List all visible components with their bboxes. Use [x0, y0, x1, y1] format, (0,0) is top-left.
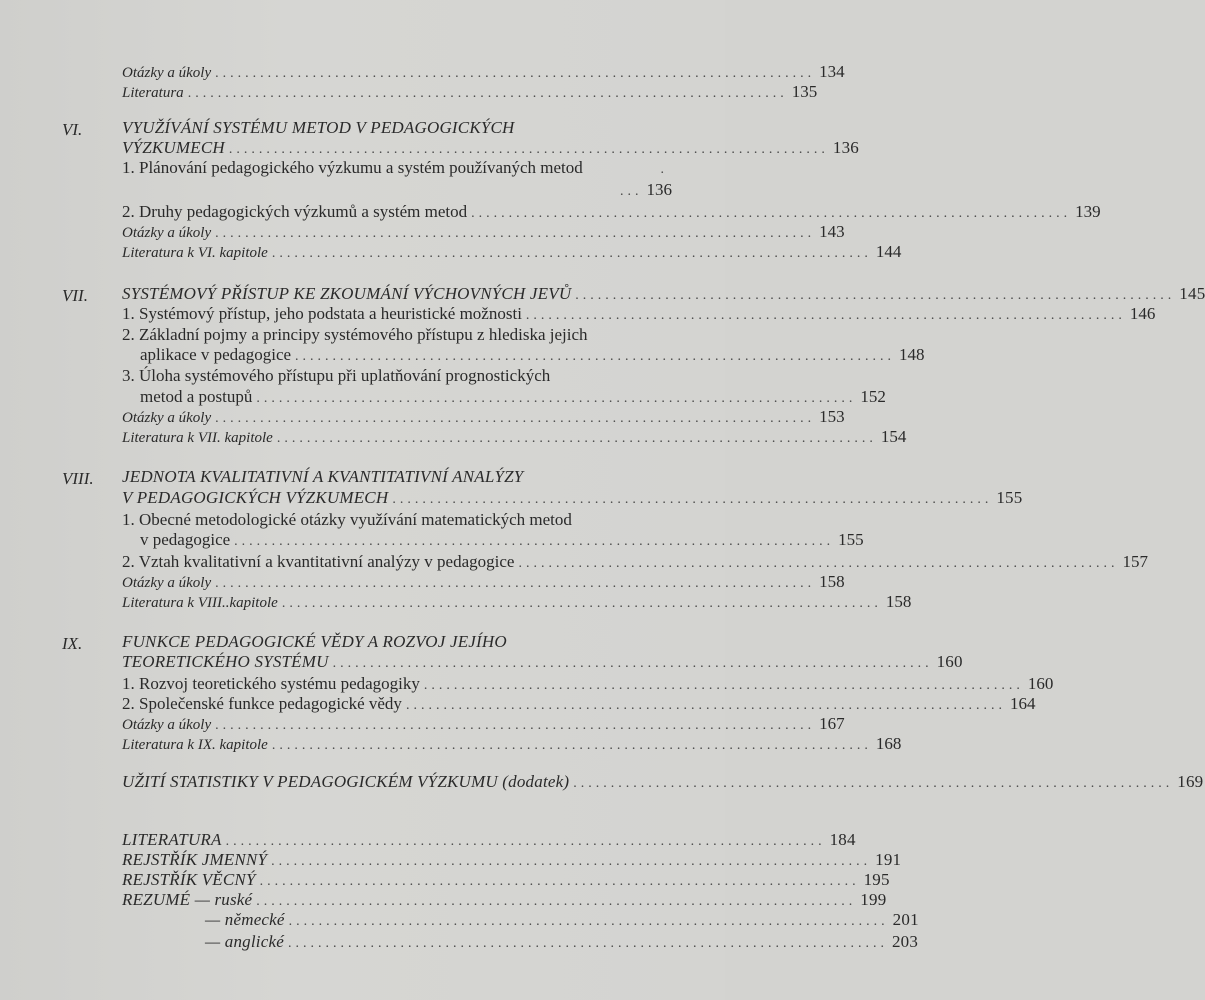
- toc-entry-title: 1. Obecné metodologické otázky využívání matematických metod: [122, 510, 572, 529]
- leader-dots: ................................................................................: [215, 718, 816, 733]
- page-number: 145: [1179, 284, 1205, 303]
- toc-entry: [122, 138, 859, 160]
- page-number: 191: [875, 850, 902, 869]
- toc-entry-title: — německé: [205, 910, 285, 929]
- toc-entry: [122, 572, 845, 594]
- leader-dots: ................................................................................: [295, 349, 896, 364]
- chapter-number: VI.: [62, 120, 83, 139]
- leader-dots: ................................................................................: [332, 656, 933, 671]
- page-number: 146: [1129, 304, 1156, 323]
- toc-entry-title: JEDNOTA KVALITATIVNÍ A KVANTITATIVNÍ ANALÝZY: [122, 467, 524, 486]
- toc-entry: [122, 82, 818, 104]
- page-number: 136: [646, 180, 672, 199]
- toc-entry-title: SYSTÉMOVÝ PŘÍSTUP KE ZKOUMÁNÍ VÝCHOVNÝCH JEVŮ: [122, 284, 572, 303]
- toc-entry-title: Literatura k VI. kapitole: [122, 245, 268, 261]
- page-number: 148: [899, 345, 925, 364]
- leader-dots: ................................................................................: [281, 596, 882, 611]
- leader-dots: ................................................................................: [575, 288, 1176, 303]
- toc-entry-title: Otázky a úkoly: [122, 717, 212, 733]
- toc-entry-title: 2. Vztah kvalitativní a kvantitativní analýzy v pedagogice: [122, 552, 515, 571]
- toc-entry-title: FUNKCE PEDAGOGICKÉ VĚDY A ROZVOJ JEJÍHO: [122, 632, 507, 651]
- toc-entry: [122, 222, 845, 244]
- leader-dots: ................................................................................: [276, 431, 877, 446]
- page-number: 135: [791, 82, 818, 101]
- toc-entry-title: Otázky a úkoly: [122, 225, 212, 241]
- toc-entry: [122, 734, 902, 756]
- leader-dots: ................................................................................: [288, 914, 889, 929]
- leader-dots: ................................................................................: [518, 556, 1119, 571]
- toc-entry: [122, 467, 672, 489]
- toc-entry: [122, 304, 1156, 326]
- toc-entry-title: Literatura k IX. kapitole: [122, 737, 268, 753]
- page-number: 160: [936, 652, 963, 671]
- leader-dots: ................................................................................: [471, 206, 1072, 221]
- toc-entry-title: REJSTŘÍK JMENNÝ: [122, 850, 268, 869]
- toc-entry: [140, 345, 925, 367]
- leader-dots: ................................................................................: [271, 854, 872, 869]
- toc-entry: [122, 772, 1204, 794]
- chapter-number: VII.: [62, 286, 88, 305]
- leader-dots: ................................................................................: [215, 576, 816, 591]
- toc-entry: [122, 830, 856, 852]
- toc-entry-title: Literatura k VII. kapitole: [122, 430, 273, 446]
- toc-entry-title: 1. Rozvoj teoretického systému pedagogiky: [122, 674, 420, 693]
- toc-entry-title: 2. Společenské funkce pedagogické vědy: [122, 694, 402, 713]
- page-number: 152: [860, 387, 886, 406]
- toc-entry-title: VYUŽÍVÁNÍ SYSTÉMU METOD V PEDAGOGICKÝCH: [122, 118, 515, 137]
- page-number: 199: [860, 890, 887, 909]
- toc-entry: [122, 632, 672, 654]
- page-number: 144: [875, 242, 902, 261]
- leader-dots: ................................................................................: [405, 698, 1006, 713]
- page-number: 184: [829, 830, 856, 849]
- toc-entry-title: UŽITÍ STATISTIKY V PEDAGOGICKÉM VÝZKUMU (dodatek): [122, 772, 570, 791]
- leader-dots: ................................................................................: [215, 66, 816, 81]
- leader-dots: ................................................................................: [259, 874, 860, 889]
- leader-dots: ................................................................................: [256, 894, 857, 909]
- toc-entry: [122, 694, 1036, 716]
- toc-entry-title: Otázky a úkoly: [122, 410, 212, 426]
- toc-entry-title: TEORETICKÉHO SYSTÉMU: [122, 652, 329, 671]
- page-number: 155: [838, 530, 864, 549]
- toc-entry: [122, 202, 1101, 224]
- toc-entry: [122, 592, 912, 614]
- leader-dots: ................................................................................: [287, 936, 888, 951]
- page-number: 139: [1075, 202, 1101, 221]
- page-number: 160: [1027, 674, 1054, 693]
- toc-entry: [122, 325, 672, 347]
- page-number: 154: [880, 427, 907, 446]
- toc-entry-title: — anglické: [205, 932, 284, 951]
- leader-dots: ................................................................................: [187, 86, 788, 101]
- page-number: 134: [819, 62, 845, 81]
- leader-dots: ................................................................................: [423, 678, 1024, 693]
- page-number: 153: [819, 407, 845, 426]
- toc-entry: [122, 366, 672, 388]
- page-number: 167: [819, 714, 845, 733]
- page-number: 158: [819, 572, 845, 591]
- toc-entry: [122, 118, 672, 140]
- toc-entry-title: aplikace v pedagogice: [140, 345, 292, 364]
- toc-entry-title: V PEDAGOGICKÝCH VÝZKUMECH: [122, 488, 389, 507]
- page-number: 195: [863, 870, 890, 889]
- leader-dots: ................................................................................: [271, 738, 872, 753]
- toc-entry: [122, 890, 887, 912]
- leader-dots: ................................................................................: [234, 534, 835, 549]
- chapter-number: IX.: [62, 634, 83, 653]
- toc-entry: [122, 510, 672, 532]
- page-number: 203: [891, 932, 919, 951]
- toc-entry: [122, 242, 902, 264]
- leader-dots: ................................................................................: [392, 492, 993, 507]
- leader-dots: ................................................................................: [228, 142, 829, 157]
- leader-dots: ................................................................................: [215, 226, 816, 241]
- chapter-number: VIII.: [62, 469, 94, 488]
- toc-entry: [122, 488, 1023, 510]
- toc-entry: [122, 652, 963, 674]
- toc-entry: [140, 530, 864, 552]
- toc-entry-title: 3. Úloha systémového přístupu při uplatňování prognostických: [122, 366, 551, 385]
- toc-entry-title: metod a postupů: [140, 387, 253, 406]
- page-number: 136: [832, 138, 859, 157]
- toc-entry: [122, 158, 672, 180]
- leader-dots: ................................................................................: [215, 411, 816, 426]
- toc-entry: [122, 552, 1148, 574]
- toc-entry-title: Literatura: [122, 85, 184, 101]
- toc-entry-title: 2. Druhy pedagogických výzkumů a systém metod: [122, 202, 468, 221]
- toc-entry-title: REJSTŘÍK VĚCNÝ: [122, 870, 256, 889]
- toc-entry-title: 1. Plánování pedagogického výzkumu a systém používaných metod: [122, 158, 583, 177]
- toc-entry: [122, 407, 845, 429]
- toc-entry: [122, 284, 1205, 306]
- page-number: 168: [875, 734, 902, 753]
- toc-entry-title: LITERATURA: [122, 830, 222, 849]
- toc-entry: [140, 387, 886, 409]
- page-number: 201: [892, 910, 919, 929]
- toc-entry-title: REZUMÉ — ruské: [122, 890, 253, 909]
- toc-entry-title: 2. Základní pojmy a principy systémového přístupu z hlediska jejich: [122, 325, 588, 344]
- toc-entry: [122, 870, 890, 892]
- leader-dots: ...: [620, 184, 643, 199]
- toc-entry-title: Otázky a úkoly: [122, 575, 212, 591]
- toc-entry-title: 1. Systémový přístup, jeho podstata a heuristické možnosti: [122, 304, 522, 323]
- toc-entry: [122, 180, 672, 202]
- toc-entry: [205, 910, 919, 932]
- leader-dots: .: [660, 162, 668, 177]
- toc-entry: [122, 427, 907, 449]
- toc-entry-title: Otázky a úkoly: [122, 65, 212, 81]
- leader-dots: ................................................................................: [573, 776, 1174, 791]
- leader-dots: ................................................................................: [256, 391, 857, 406]
- toc-entry-title: VÝZKUMECH: [122, 138, 225, 157]
- toc-entry: [122, 62, 845, 84]
- toc-entry: [122, 714, 845, 736]
- page-number: 164: [1009, 694, 1036, 713]
- leader-dots: ................................................................................: [271, 246, 872, 261]
- page-number: 143: [819, 222, 845, 241]
- toc-entry: [122, 674, 1054, 696]
- page-number: 169: [1177, 772, 1204, 791]
- toc-entry: [205, 932, 919, 954]
- page-number: 158: [885, 592, 912, 611]
- page-number: 155: [996, 488, 1023, 507]
- toc-entry-title: v pedagogice: [140, 530, 231, 549]
- leader-dots: ................................................................................: [225, 834, 826, 849]
- leader-dots: ................................................................................: [525, 308, 1126, 323]
- toc-entry-title: Literatura k VIII..kapitole: [122, 595, 278, 611]
- page-number: 157: [1122, 552, 1148, 571]
- toc-entry: [122, 850, 902, 872]
